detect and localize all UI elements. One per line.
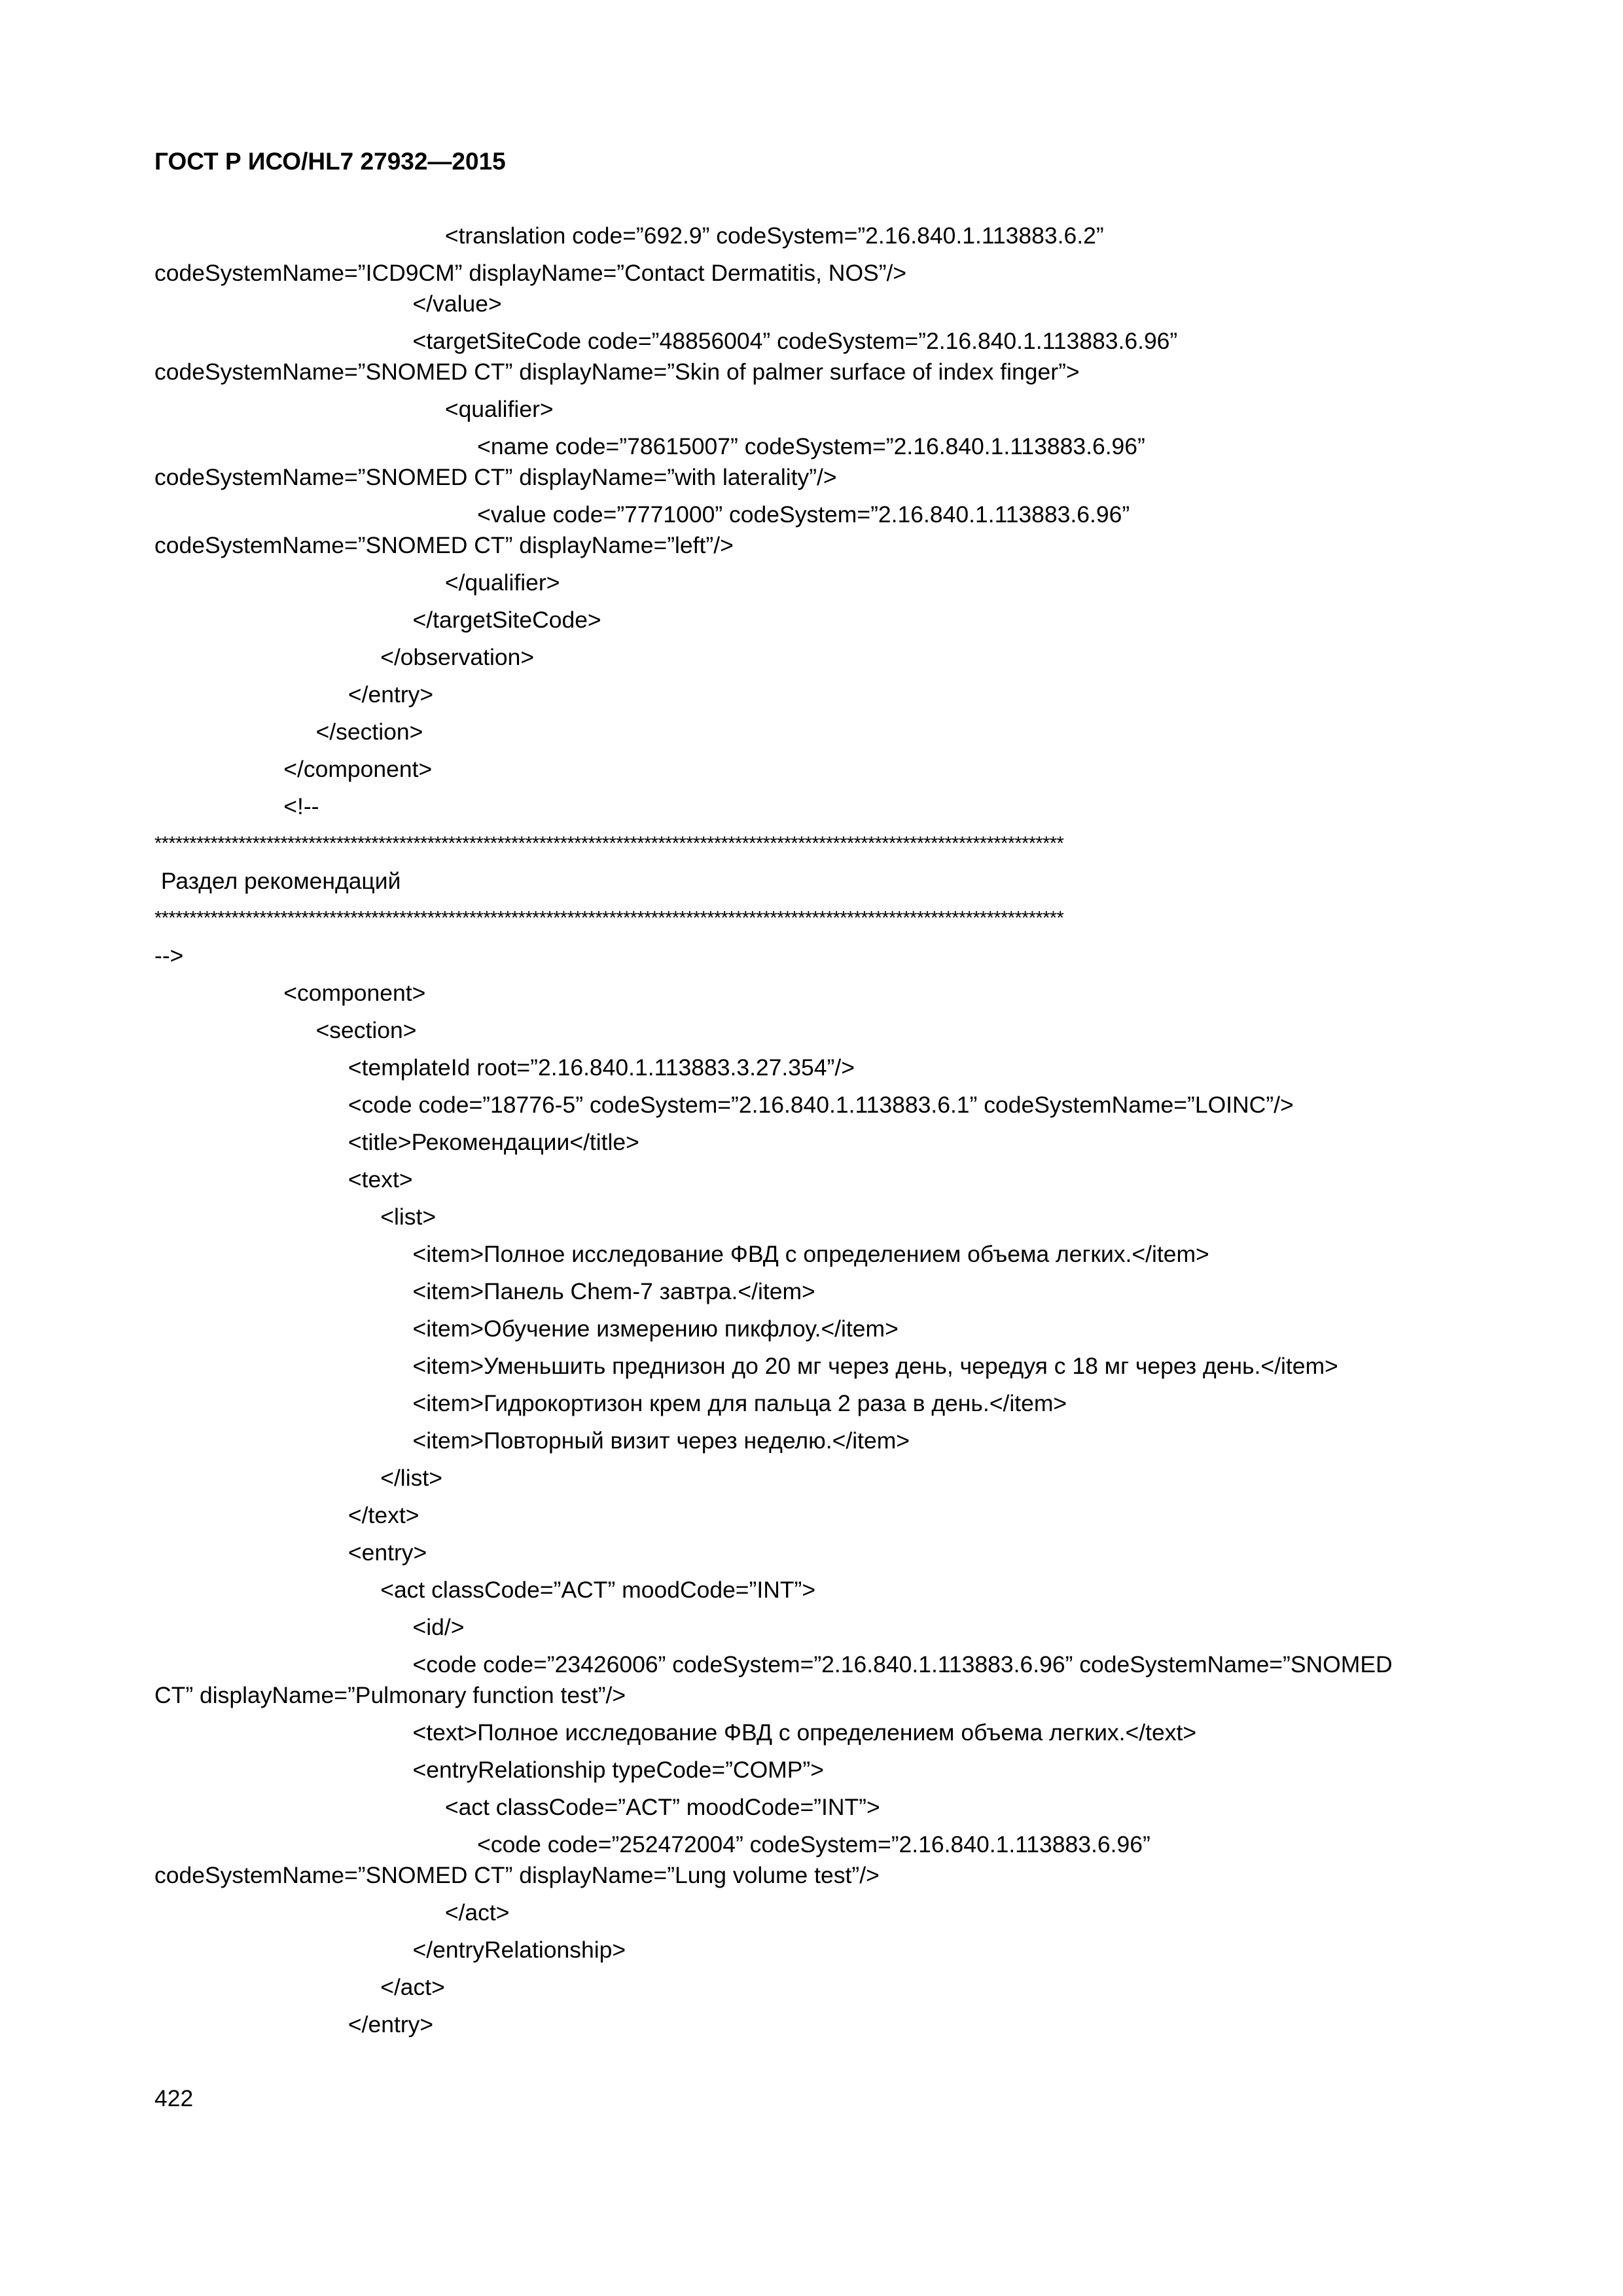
code-line: CT” displayName=”Pulmonary function test”/>: [154, 1682, 626, 1708]
code-line: <translation code=”692.9” codeSystem=”2.16.840.1.113883.6.2”: [154, 223, 1104, 249]
code-line: <item>Полное исследование ФВД с определением объема легких.</item>: [154, 1241, 1209, 1267]
code-line: </entry>: [154, 681, 434, 708]
code-line: <item>Уменьшить преднизон до 20 мг через день, чередуя с 18 мг через день.</item>: [154, 1353, 1338, 1379]
code-line: </qualifier>: [154, 569, 560, 596]
code-line: **********************************************************************************************************************************: [154, 833, 1064, 854]
code-line: </text>: [154, 1502, 419, 1528]
code-line: <entry>: [154, 1539, 427, 1566]
code-line: codeSystemName=”SNOMED CT” displayName=”with laterality”/>: [154, 464, 837, 490]
code-line: <code code=”23426006” codeSystem=”2.16.840.1.113883.6.96” codeSystemName=”SNOMED: [154, 1651, 1393, 1677]
page-number: 422: [154, 2085, 194, 2111]
code-line: <name code=”78615007” codeSystem=”2.16.840.1.113883.6.96”: [154, 433, 1145, 459]
code-line: **********************************************************************************************************************************: [154, 908, 1064, 929]
code-line: codeSystemName=”SNOMED CT” displayName=”Lung volume test”/>: [154, 1862, 880, 1888]
code-line: </targetSiteCode>: [154, 607, 601, 633]
code-line: codeSystemName=”ICD9CM” displayName=”Contact Dermatitis, NOS”/>: [154, 260, 907, 286]
code-line: <!--: [154, 793, 319, 819]
code-line: <component>: [154, 980, 426, 1006]
code-line: <item>Панель Chem-7 завтра.</item>: [154, 1278, 815, 1304]
code-line: <act classCode=”ACT” moodCode=”INT”>: [154, 1794, 880, 1820]
code-line: <item>Гидрокортизон крем для пальца 2 раза в день.</item>: [154, 1390, 1067, 1416]
xml-code-listing: [154, 221, 1496, 2047]
code-line: codeSystemName=”SNOMED CT” displayName=”Skin of palmer surface of index finger”>: [154, 359, 1080, 385]
code-line: <list>: [154, 1204, 437, 1230]
code-line: -->: [154, 942, 184, 969]
code-line: <section>: [154, 1017, 417, 1043]
code-line: <entryRelationship typeCode=”COMP”>: [154, 1757, 824, 1783]
code-line: <targetSiteCode code=”48856004” codeSystem=”2.16.840.1.113883.6.96”: [154, 328, 1178, 354]
code-line: <title>Рекомендации</title>: [154, 1129, 639, 1155]
code-line: <id/>: [154, 1614, 465, 1640]
document-header: ГОСТ Р ИСО/HL7 27932—2015: [154, 148, 506, 175]
code-line: </observation>: [154, 644, 535, 670]
code-line: </component>: [154, 756, 433, 782]
code-line: </section>: [154, 719, 423, 745]
code-line: </value>: [154, 291, 502, 317]
code-line: </act>: [154, 1974, 445, 2000]
code-line: <item>Обучение измерению пикфлоу.</item>: [154, 1316, 899, 1342]
code-line: <code code=”18776-5” codeSystem=”2.16.840.1.113883.6.1” codeSystemName=”LOINC”/>: [154, 1092, 1294, 1118]
code-line: </entryRelationship>: [154, 1937, 626, 1963]
code-line: </act>: [154, 1899, 510, 1926]
code-line: Раздел рекомендаций: [154, 868, 401, 894]
code-line: <code code=”252472004” codeSystem=”2.16.840.1.113883.6.96”: [154, 1831, 1150, 1857]
code-line: </list>: [154, 1465, 442, 1491]
code-line: <text>: [154, 1166, 413, 1193]
code-line: <act classCode=”ACT” moodCode=”INT”>: [154, 1577, 816, 1603]
code-line: <value code=”7771000” codeSystem=”2.16.840.1.113883.6.96”: [154, 501, 1130, 528]
code-line: <item>Повторный визит через неделю.</item>: [154, 1427, 910, 1454]
code-line: <text>Полное исследование ФВД с определением объема легких.</text>: [154, 1719, 1197, 1746]
code-line: <qualifier>: [154, 396, 554, 422]
code-line: </entry>: [154, 2011, 434, 2037]
code-line: codeSystemName=”SNOMED CT” displayName=”left”/>: [154, 532, 734, 558]
code-line: <templateId root=”2.16.840.1.113883.3.27.354”/>: [154, 1054, 855, 1081]
